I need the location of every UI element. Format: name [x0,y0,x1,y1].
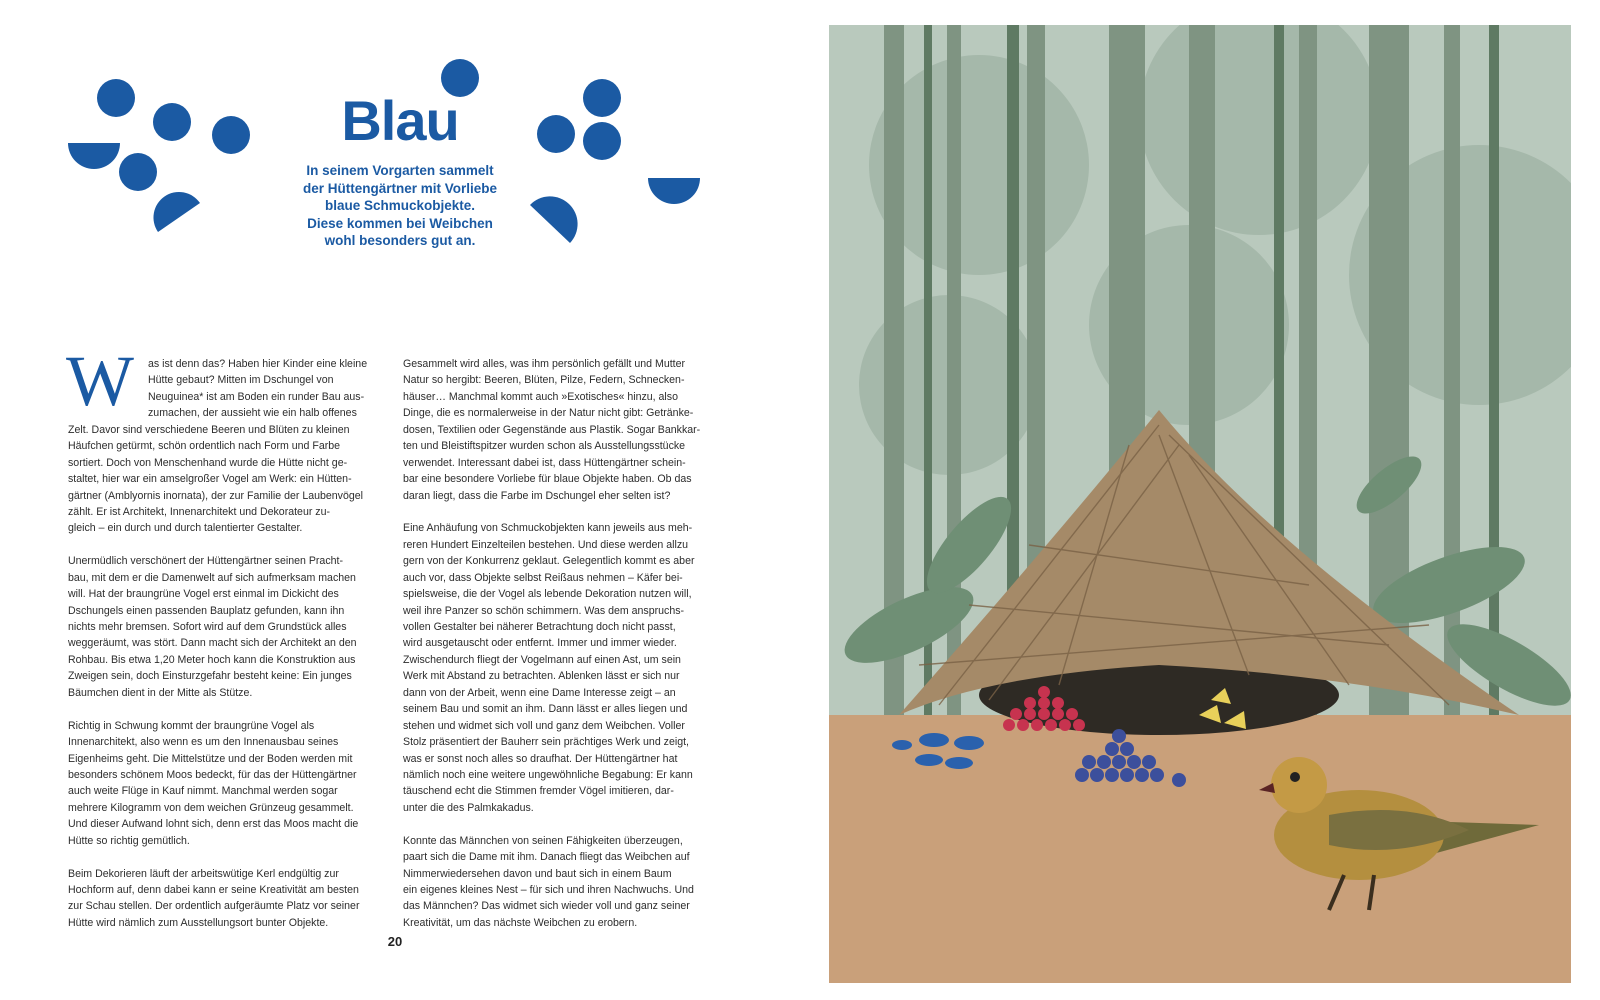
blue-half-disc-icon [648,178,700,204]
text-line: Häufchen getürmt, schön ordentlich nach Form und Farbe [68,440,341,453]
text-line: auch vor, dass Objekte selbst Reißaus nehmen – Käfer bei- [403,571,683,584]
text-line: Eigenheims geht. Die Mittelstütze und der Boden werden mit [68,752,353,765]
text-line: zumachen, der aussieht wie ein halb offenes [148,407,357,420]
text-line: weggeräumt, was stört. Dann macht sich der Architekt an den [68,637,357,650]
text-line: wird ausgetauscht oder entfernt. Immer und immer wieder. [403,637,677,650]
blue-berry [1127,755,1141,769]
text-line: vollen Gestalter bei näherer Betrachtung doch nicht passt, [403,621,676,633]
text-line: weil ihre Panzer so schön schimmern. Was dem anspruchs- [403,604,685,617]
text-line: auch weite Flüge in Kauf nimmt. Manchmal werden sogar [68,785,338,798]
bird-eye [1290,772,1300,782]
red-berry [1038,708,1050,720]
text-line: Und dieser Aufwand lohnt sich, denn erst das Moos macht die [68,818,359,831]
blue-berry [1075,768,1089,782]
text-column-left [68,356,386,931]
text-line: dosen, Textilien oder Gegenstände aus Plastik. Sogar Bankkar- [403,423,701,436]
bowerbird-illustration [829,25,1571,983]
blue-berry-icon [119,153,157,191]
text-column-right [403,356,721,931]
blue-berry [1120,742,1134,756]
blue-berry [1082,755,1096,769]
blue-berry [1172,773,1186,787]
blue-berry-icon [212,116,250,154]
text-line: daran liegt, dass die Farbe im Dschungel eher selten ist? [403,489,671,502]
text-line: Stolz präsentiert der Bauherr sein prächtiges Werk und zeigt, [403,736,689,749]
subtitle-line: blaue Schmuckobjekte. [324,198,476,213]
text-line: as ist denn das? Haben hier Kinder eine kleine [148,358,368,370]
paragraph-break [403,504,721,520]
blue-berry [1150,768,1164,782]
text-line: Dschungels einen passenden Bauplatz gefunden, kann ihn [68,604,345,617]
blue-berry [1135,768,1149,782]
text-line: seinem Bau und somit an ihm. Dann lässt er alles liegen und [403,703,688,716]
text-line: Neuguinea* ist am Boden ein runder Bau aus- [148,390,365,403]
text-line: Kreativität, um das nächste Weibchen zu erobern. [403,916,638,929]
blue-object [945,757,973,769]
text-line: verwendet. Interessant dabei ist, dass Hüttengärtner schein- [403,456,686,469]
red-berry [1073,719,1085,731]
text-line: Zweigen sein, doch Einsturzgefahr besteht keine: Ein junges [68,670,352,683]
text-line: Natur so hergibt: Beeren, Blüten, Pilze, Federn, Schnecken- [403,374,685,387]
red-berry [1024,697,1036,709]
red-berry [1031,719,1043,731]
subtitle-line: In seinem Vorgarten sammelt [306,163,494,178]
red-berry [1045,719,1057,731]
text-line: Hütte gebaut? Mitten im Dschungel von [148,374,334,387]
text-line: nichts mehr bremsen. Sofort wird auf dem Grundstück alles [68,621,347,633]
paragraph-break [68,849,386,865]
text-line: Werk mit Abstand zu betrachten. Ablenken lässt er sich nur [403,670,680,683]
red-berry [1052,708,1064,720]
blue-berry-icon [537,115,575,153]
paragraph-break [68,537,386,553]
text-line: häuser… Manchmal kommt auch »Exotisches« hinzu, also [403,390,678,403]
text-line: mehrere Kilogramm von dem weichen Grünzeug gesammelt. [68,801,354,814]
text-line: Nimmerwiedersehen davon und baut sich in einem Baum [403,867,672,880]
text-line: ten und Bleistiftspitzer wurden schon als Ausstellungsstücke [403,440,686,453]
text-line: will. Hat der braungrüne Vogel erst einmal im Dickicht des [68,588,339,601]
page-title: Blau [341,89,459,152]
text-line: Dinge, die es normalerweise in der Natur nicht gibt: Getränke- [403,407,694,420]
text-line: stehen und widmet sich voll und ganz dem Weibchen. Voller [403,719,685,732]
blue-berry [1090,768,1104,782]
blue-berry [1142,755,1156,769]
red-berry [1052,697,1064,709]
ground [829,715,1571,983]
red-berry [1038,686,1050,698]
text-line: Unermüdlich verschönert der Hüttengärtner seinen Pracht- [68,555,343,568]
blue-berry [1105,742,1119,756]
red-berry [1059,719,1071,731]
text-line: spielsweise, die der Vogel als lebende Dekoration nutzen will, [403,588,692,601]
text-line: Beim Dekorieren läuft der arbeitswütige Kerl endgültig zur [68,867,339,880]
text-line: Rohbau. Bis etwa 1,20 Meter hoch kann die Konstruktion aus [68,653,356,666]
red-berry [1038,697,1050,709]
text-line: täuschend echt die Stimmen fremder Vögel imitieren, dar- [403,785,674,798]
blue-half-disc-icon [153,192,200,232]
text-line: bau, mit dem er die Damenwelt auf sich aufmerksam machen [68,571,356,584]
blue-berry [1120,768,1134,782]
text-line: Hütte wird nämlich zum Ausstellungsort bunter Objekte. [68,916,329,929]
text-line: Gesammelt wird alles, was ihm persönlich gefällt und Mutter [403,358,686,370]
blue-berry [1097,755,1111,769]
text-line: bar eine besondere Vorliebe für blaue Objekte haben. Ob das [403,473,692,486]
blue-berry-icon [583,122,621,160]
paragraph-break [68,701,386,717]
text-line: staltet, hier war ein amselgroßer Vogel am Werk: ein Hütten- [68,473,352,486]
text-line: sortiert. Doch von Menschenhand wurde die Hütte nicht ge- [68,456,348,469]
text-line: zur Schau stellen. Der ordentlich aufgeräumte Platz vor seiner [68,900,360,913]
page-subtitle [260,162,540,250]
text-line: zählt. Er ist Architekt, Innenarchitekt und Dekorateur zu- [68,505,331,518]
red-berry [1066,708,1078,720]
text-line: gleich – ein durch und durch talentierter Gestalter. [68,522,303,535]
text-line: Hütte so richtig gemütlich. [68,834,190,847]
tree-trunk [1444,25,1460,725]
blue-berry [1112,729,1126,743]
text-line: Innenarchitekt, also wenn es um den Innenausbau seines [68,736,339,749]
text-line: Konnte das Männchen von seinen Fähigkeiten überzeugen, [403,834,683,847]
blue-object [954,736,984,750]
subtitle-line: der Hüttengärtner mit Vorliebe [302,180,498,196]
bird-head [1271,757,1327,813]
blue-berry-icon [97,79,135,117]
text-line: besonders schönem Moos bedeckt, für das der Hüttengärtner [68,768,357,781]
text-line: gern von der Konkurrenz geklaut. Gelegentlich kommt es aber [403,555,695,568]
blue-half-disc-icon [68,143,120,169]
text-line: Zwischendurch fliegt der Vogelmann auf einen Ast, um sein [403,653,681,666]
text-line: Hochform auf, denn dabei kann er seine Kreativität am besten [68,884,359,896]
subtitle-line: Diese kommen bei Weibchen [307,215,493,231]
subtitle-line: wohl besonders gut an. [324,233,476,248]
red-berry [1003,719,1015,731]
text-line: reren Hundert Einzelteilen bestehen. Und diese werden allzu [403,538,689,551]
blue-object [919,733,949,747]
text-line: nämlich noch eine weitere ungewöhnliche Begabung: Er kann [403,768,693,781]
text-line: Richtig in Schwung kommt der braungrüne Vogel als [68,719,315,732]
blue-berry [1112,755,1126,769]
text-line: paart sich die Dame mit ihm. Danach fliegt das Weibchen auf [403,851,690,864]
paragraph-break [403,816,721,832]
blue-berry-icon [153,103,191,141]
text-line: Bäumchen dient in der Mitte als Stütze. [68,686,253,699]
blue-berry-icon [583,79,621,117]
beetle [892,740,912,750]
text-line: unter die des Palmkakadus. [403,801,534,814]
text-line: das Männchen? Das widmet sich wieder voll und ganz seiner [403,900,690,913]
text-line: dann von der Arbeit, wenn eine Dame Interesse zeigt – an [403,686,676,699]
text-line: was er sonst noch alles so draufhat. Der Hüttengärtner hat [403,752,678,765]
page-number: 20 [387,934,403,949]
blue-berry [1105,768,1119,782]
drop-cap: W [66,341,134,421]
red-berry [1024,708,1036,720]
text-line: Eine Anhäufung von Schmuckobjekten kann jeweils aus meh- [403,522,693,535]
text-line: Zelt. Davor sind verschiedene Beeren und Blüten zu kleinen [68,423,350,436]
blue-object [915,754,943,766]
red-berry [1010,708,1022,720]
red-berry [1017,719,1029,731]
text-line: gärtner (Amblyornis inornata), der zur Familie der Laubenvögel [68,489,364,502]
text-line: ein eigenes kleines Nest – für sich und ihren Nachwuchs. Und [403,884,694,896]
